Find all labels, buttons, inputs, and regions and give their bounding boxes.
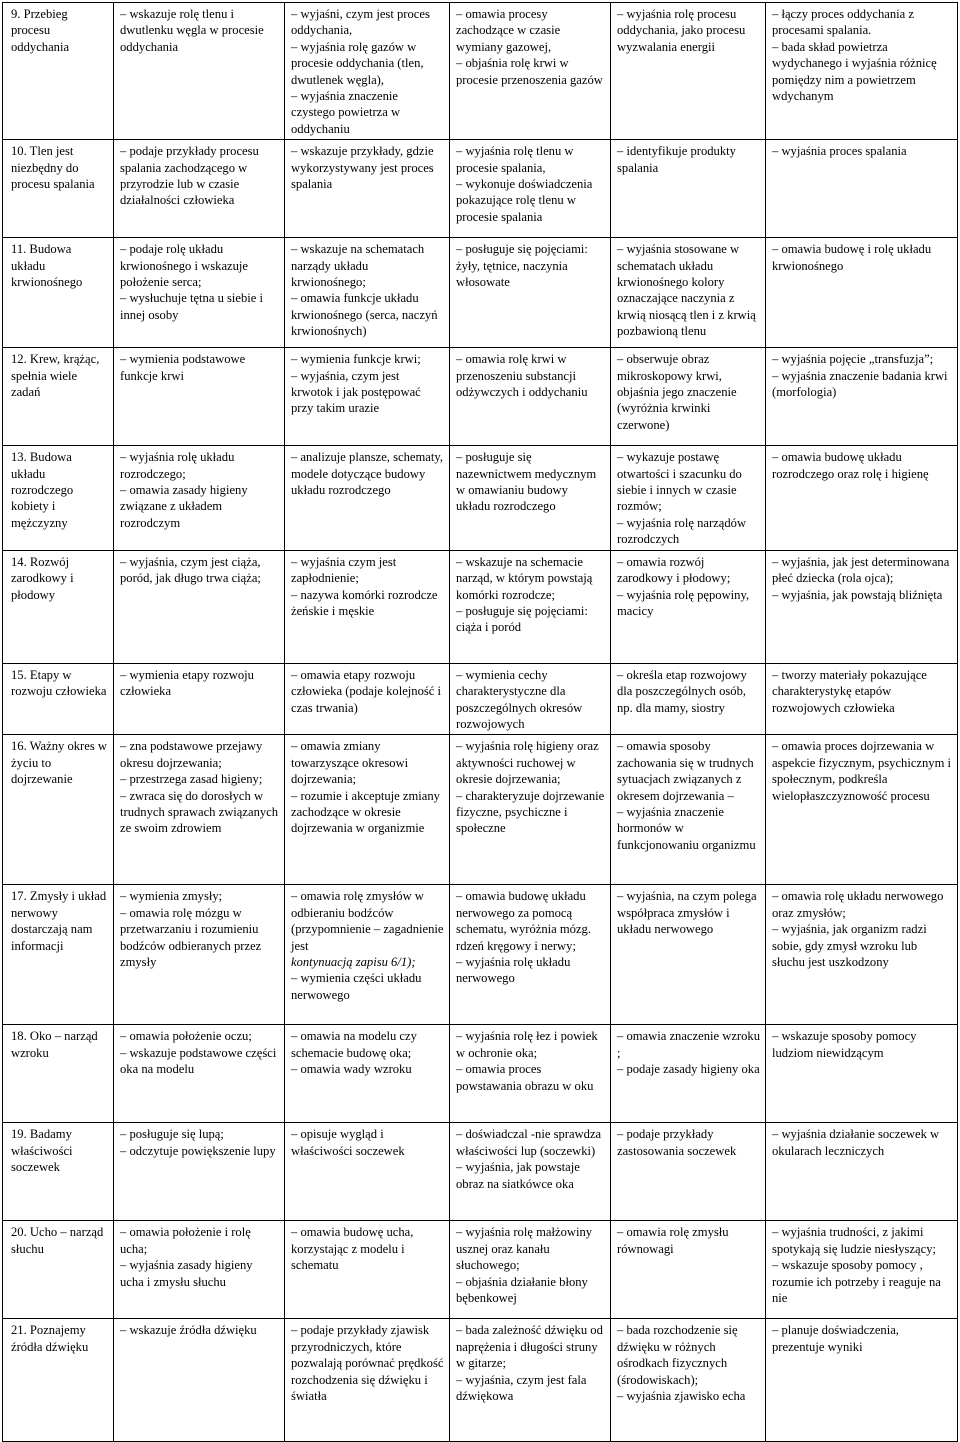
requirement-line: – wskazuje sposoby pomocy ludziom niewidzącym [772, 1029, 917, 1060]
requirement-cell-level-3 [450, 1319, 611, 1442]
requirement-cell-level-4 [611, 1025, 766, 1123]
requirement-cell-level-5 [766, 348, 958, 446]
requirement-line: – wskazuje przykłady, gdzie wykorzystywany jest proces spalania [291, 144, 434, 192]
requirement-line: – omawia zasady higieny związane z układem rozrodczym [120, 483, 248, 530]
requirement-cell-level-2 [285, 885, 450, 1025]
requirement-cell-level-1 [114, 1123, 285, 1221]
requirement-line: – omawia procesy zachodzące w czasie wymiany gazowej, [456, 7, 561, 54]
requirement-line: – objaśnia działanie błony bębenkowej [456, 1274, 588, 1305]
requirement-cell-level-2 [285, 140, 450, 238]
requirement-line: – łączy proces oddychania z procesami spalania. [772, 7, 914, 38]
requirement-line: – analizuje plansze, schematy, modele dotyczące budowy układu rozrodczego [291, 450, 443, 498]
requirement-cell-level-3 [450, 238, 611, 348]
requirement-cell-level-5 [766, 1319, 958, 1442]
requirement-cell-level-4 [611, 446, 766, 550]
table-row [3, 1221, 958, 1319]
requirement-line: – omawia etapy rozwoju człowieka (podaje kolejność i czas trwania) [291, 667, 442, 715]
requirement-cell-level-1 [114, 3, 285, 140]
requirement-cell-level-3 [450, 140, 611, 238]
requirement-line: – wyjaśnia rolę pępowiny, macicy [617, 587, 750, 618]
requirement-line: – omawia rolę zmysłu równowagi [617, 1225, 729, 1256]
requirement-cell-level-1 [114, 735, 285, 885]
requirement-line: – charakteryzuje dojrzewanie fizyczne, psychiczne i społeczne [456, 788, 605, 836]
requirement-line: – wyjaśnia znaczenie czystego powietrza w oddychaniu [291, 89, 401, 136]
table-row [3, 735, 958, 885]
requirement-line: – omawia rolę zmysłów w odbieraniu bodźców (przypomnienie – zagadnienie jest [291, 889, 444, 953]
requirement-line: – omawia funkcje układu krwionośnego (serca, naczyń krwionośnych) [291, 291, 438, 339]
table-row [3, 1025, 958, 1123]
requirement-line: – podaje przykłady zjawisk przyrodniczych, które pozwalają porównać prędkość rozchodzenia się dźwięku i światła [291, 1323, 444, 1403]
requirement-line: – wskazuje podstawowe części oka na modelu [120, 1045, 277, 1077]
requirement-line: – przestrzega zasad higieny; [120, 772, 263, 787]
requirement-line: – wyjaśnia rolę małżowiny usznej oraz kanału słuchowego; [456, 1225, 593, 1273]
requirement-line: – wymienia etapy rozwoju człowieka [120, 667, 254, 699]
requirement-line: – omawia proces dojrzewania w aspekcie fizycznym, psychicznym i społecznym, podkreśla wielopłaszczyznowość procesu [772, 739, 952, 803]
requirement-cell-level-3 [450, 663, 611, 735]
table-row [3, 348, 958, 446]
requirement-cell-level-5 [766, 140, 958, 238]
requirement-cell-level-1 [114, 1221, 285, 1319]
topic-cell: 14. Rozwój zarodkowy i płodowy [3, 550, 114, 663]
requirement-line: – omawia na modelu czy schemacie budowę oka; [291, 1029, 417, 1060]
topic-cell: 21. Poznajemy źródła dźwięku [3, 1319, 114, 1442]
requirement-cell-level-3 [450, 3, 611, 140]
requirement-line: – wyjaśnia, na czym polega współpraca zmysłów i układu nerwowego [617, 889, 757, 937]
requirement-line: – omawia proces powstawania obrazu w oku [456, 1062, 594, 1093]
table-row [3, 885, 958, 1025]
requirement-cell-level-2 [285, 735, 450, 885]
requirement-line: – wymienia części układu nerwowego [291, 971, 422, 1002]
requirement-line: – planuje doświadczenia, prezentuje wyniki [772, 1323, 899, 1354]
table-row [3, 663, 958, 735]
topic-cell: 19. Badamy właściwości soczewek [3, 1123, 114, 1221]
requirement-cell-level-3 [450, 446, 611, 550]
requirement-line: – wymienia funkcje krwi; [291, 352, 421, 367]
requirement-cell-level-2 [285, 446, 450, 550]
table-row [3, 1319, 958, 1442]
requirement-cell-level-3 [450, 1025, 611, 1123]
requirement-cell-level-4 [611, 3, 766, 140]
table-row [3, 238, 958, 348]
requirement-line: – obserwuje obraz mikroskopowy krwi, objaśnia jego znaczenie (wyróżnia krwinki czerwone) [617, 352, 737, 432]
requirement-line: – omawia zmiany towarzyszące okresowi dojrzewania; [291, 739, 409, 787]
requirement-cell-level-4 [611, 885, 766, 1025]
requirement-cell-level-1 [114, 238, 285, 348]
requirement-line: – wykonuje doświadczenia pokazujące rolę tlenu w procesie spalania [456, 177, 593, 224]
requirement-line: – rozumie i akceptuje zmiany zachodzące w okresie dojrzewania w organizmie [291, 788, 440, 836]
topic-cell: 11. Budowa układu krwionośnego [3, 238, 114, 348]
table-row [3, 140, 958, 238]
requirement-line: – omawia rolę krwi w przenoszeniu substancji odżywczych i oddychaniu [456, 352, 588, 400]
table-row [3, 550, 958, 663]
requirement-cell-level-2 [285, 238, 450, 348]
table-row [3, 3, 958, 140]
requirement-line: – omawia budowę układu nerwowego za pomocą schematu, wyróżnia mózg. rdzeń kręgowy i nerwy; [456, 889, 591, 953]
requirement-line: – wyjaśnia proces spalania [772, 144, 907, 159]
requirement-cell-level-4 [611, 348, 766, 446]
requirement-cell-level-5 [766, 238, 958, 348]
requirement-cell-level-3 [450, 885, 611, 1025]
requirement-line: – wykazuje postawę otwartości i szacunku do siebie i innych w czasie rozmów; [617, 450, 742, 514]
requirement-cell-level-4 [611, 1319, 766, 1442]
requirement-cell-level-3 [450, 348, 611, 446]
requirement-cell-level-4 [611, 1123, 766, 1221]
topic-cell: 13. Budowa układu rozrodczego kobiety i mężczyzny [3, 446, 114, 550]
requirement-line: – omawia położenie oczu; [120, 1029, 252, 1044]
requirement-line: – podaje przykłady zastosowania soczewek [617, 1127, 737, 1158]
requirement-line: – wyjaśnia rolę tlenu w procesie spalania, [456, 144, 574, 175]
requirement-line: – wyjaśnia, jak organizm radzi sobie, gdy zmysł wzroku lub słuchu jest uszkodzony [772, 922, 927, 969]
requirement-cell-level-1 [114, 663, 285, 735]
requirement-line: – omawia budowę układu rozrodczego oraz rolę i higienę [772, 450, 929, 481]
requirement-cell-level-3 [450, 550, 611, 663]
requirement-cell-level-4 [611, 735, 766, 885]
requirement-cell-level-1 [114, 446, 285, 550]
requirement-line: – zwraca się do dorosłych w trudnych sprawach związanych ze swoim zdrowiem [120, 788, 279, 836]
requirement-line: – wyjaśnia czym jest zapłodnienie; [291, 554, 397, 586]
requirement-line: – wyjaśnia zjawisko echa [617, 1388, 746, 1403]
requirement-line: – bada skład powietrza wydychanego i wyjaśnia różnicę pomiędzy nim a powietrzem wdychanym [772, 39, 937, 104]
requirement-cell-level-4 [611, 140, 766, 238]
requirement-line: – wymienia zmysły; [120, 889, 223, 904]
requirement-line: – wyjaśnia, jak jest determinowana płeć dziecka (rola ojca); [772, 554, 950, 586]
requirement-cell-level-1 [114, 1025, 285, 1123]
requirement-cell-level-5 [766, 735, 958, 885]
requirement-line: – wyjaśnia znaczenie badania krwi (morfologia) [772, 368, 948, 400]
requirement-line: – wyjaśnia rolę układu nerwowego [456, 954, 571, 986]
requirement-cell-level-3 [450, 1123, 611, 1221]
requirement-line: – omawia sposoby zachowania się w trudnych sytuacjach związanych z okresem dojrzewania – [617, 739, 754, 803]
requirement-line: – zna podstawowe przejawy okresu dojrzewania; [120, 739, 263, 770]
requirement-line: – wyjaśnia stosowane w schematach układu krwionośnego kolory oznaczające naczynia z krwią niosącą tlen i z krwią pozbawioną tlenu [617, 242, 756, 339]
requirement-line: – posługuje się pojęciami: żyły, tętnice, naczynia włosowate [456, 242, 588, 290]
requirement-cell-level-2 [285, 1221, 450, 1319]
requirement-line: – podaje zasady higieny oka [617, 1062, 760, 1077]
requirement-line: – wyjaśnia rolę układu rozrodczego; [120, 450, 235, 481]
requirement-cell-level-4 [611, 550, 766, 663]
requirement-line: – opisuje wygląd i właściwości soczewek [291, 1127, 405, 1158]
requirement-line: – wyjaśnia, czym jest fala dźwiękowa [456, 1372, 587, 1403]
requirement-cell-level-4 [611, 1221, 766, 1319]
requirement-line: – wskazuje na schematach narządy układu krwionośnego; [291, 242, 425, 290]
topic-cell: 18. Oko – narząd wzroku [3, 1025, 114, 1123]
requirement-cell-level-2 [285, 663, 450, 735]
requirement-cell-level-5 [766, 3, 958, 140]
requirement-line: – omawia położenie i rolę ucha; [120, 1225, 251, 1256]
requirement-cell-level-1 [114, 140, 285, 238]
requirement-line: – bada zależność dźwięku od naprężenia i długości struny w gitarze; [456, 1323, 603, 1371]
requirement-line: – wyjaśnia rolę higieny oraz aktywności ruchowej w okresie dojrzewania; [456, 739, 599, 787]
requirement-line: – objaśnia rolę krwi w procesie przenoszenia gazów [456, 56, 603, 87]
requirement-cell-level-2 [285, 3, 450, 140]
requirement-cell-level-2 [285, 1025, 450, 1123]
requirement-cell-level-3 [450, 1221, 611, 1319]
requirement-line: – doświadczal -nie sprawdza właściwości lup (soczewki) [456, 1127, 602, 1158]
topic-cell: 12. Krew, krążąc, spełnia wiele zadań [3, 348, 114, 446]
topic-cell: 17. Zmysły i układ nerwowy dostarczają nam informacji [3, 885, 114, 1025]
requirement-cell-level-2 [285, 1319, 450, 1442]
requirement-line: kontynuacją zapisu 6/1); [291, 954, 416, 969]
requirement-line: – omawia budowę ucha, korzystając z modelu i schematu [291, 1225, 414, 1273]
requirement-line: – wyjaśnia pojęcie „transfuzja”; [772, 352, 934, 367]
requirement-line: – podaje przykłady procesu spalania zachodzącego w przyrodzie lub w czasie działalności człowieka [120, 144, 259, 208]
requirement-cell-level-5 [766, 663, 958, 735]
requirement-cell-level-5 [766, 446, 958, 550]
requirement-cell-level-4 [611, 238, 766, 348]
requirement-line: – omawia wady wzroku [291, 1062, 412, 1077]
topic-cell: 10. Tlen jest niezbędny do procesu spalania [3, 140, 114, 238]
requirement-line: – wskazuje sposoby pomocy , rozumie ich potrzeby i reaguje na nie [772, 1258, 941, 1305]
requirement-cell-level-5 [766, 1123, 958, 1221]
requirement-line: – wyjaśni, czym jest proces oddychania, [291, 7, 430, 38]
topic-cell: 9. Przebieg procesu oddychania [3, 3, 114, 140]
requirement-line: – wymienia podstawowe funkcje krwi [120, 352, 246, 383]
requirement-cell-level-1 [114, 885, 285, 1025]
requirement-line: – wyjaśnia trudności, z jakimi spotykają się ludzie niesłyszący; [772, 1225, 937, 1256]
topic-cell: 16. Ważny okres w życiu to dojrzewanie [3, 735, 114, 885]
requirement-line: – omawia znaczenie wzroku ; [617, 1029, 761, 1060]
requirement-cell-level-5 [766, 1221, 958, 1319]
requirement-line: – podaje rolę układu krwionośnego i wskazuje położenie serca; [120, 242, 249, 290]
requirement-line: – wyjaśnia rolę gazów w procesie oddychania (tlen, dwutlenek węgla), [291, 39, 424, 87]
table-row [3, 1123, 958, 1221]
requirement-line: – omawia rolę mózgu w przetwarzaniu i rozumieniu bodźców odbieranych przez zmysły [120, 905, 262, 969]
requirement-line: – omawia budowę i rolę układu krwionośnego [772, 242, 932, 273]
requirement-line: – bada rozchodzenie się dźwięku w różnych ośrodkach fizycznych (środowiskach); [617, 1323, 738, 1387]
requirement-cell-level-5 [766, 1025, 958, 1123]
requirement-cell-level-1 [114, 550, 285, 663]
requirement-line: – wymienia cechy charakterystyczne dla poszczególnych okresów rozwojowych [456, 667, 583, 731]
requirement-line: – posługuje się pojęciami: ciąża i poród [456, 603, 588, 635]
requirement-line: – posługuje się lupą; [120, 1127, 224, 1142]
requirement-line: – wskazuje źródła dźwięku [120, 1323, 257, 1338]
requirement-line: – określa etap rozwojowy dla poszczególnych osób, np. dla mamy, siostry [617, 667, 747, 715]
requirement-line: – nazywa komórki rozrodcze żeńskie i męskie [291, 587, 438, 618]
requirement-line: – omawia rozwój zarodkowy i płodowy; [617, 554, 731, 586]
requirement-line: – wskazuje rolę tlenu i dwutlenku węgla w procesie oddychania [120, 7, 264, 54]
requirement-line: – odczytuje powiększenie lupy [120, 1143, 276, 1158]
requirement-line: – wskazuje na schemacie narząd, w którym powstają komórki rozrodcze; [456, 554, 593, 602]
requirement-cell-level-2 [285, 550, 450, 663]
requirement-line: – identyfikuje produkty spalania [617, 144, 736, 175]
requirement-cell-level-2 [285, 348, 450, 446]
requirement-line: – wyjaśnia rolę łez i powiek w ochronie oka; [456, 1029, 598, 1060]
requirement-cell-level-4 [611, 663, 766, 735]
requirement-line: – wyjaśnia, czym jest ciąża, poród, jak długo trwa ciąża; [120, 554, 261, 586]
topic-cell: 20. Ucho – narząd słuchu [3, 1221, 114, 1319]
requirement-cell-level-1 [114, 1319, 285, 1442]
topic-cell: 15. Etapy w rozwoju człowieka [3, 663, 114, 735]
requirement-line: – wyjaśnia zasady higieny ucha i zmysłu słuchu [120, 1258, 253, 1289]
requirement-cell-level-1 [114, 348, 285, 446]
requirement-line: – posługuje się nazewnictwem medycznym w omawianiu budowy układu rozrodczego [456, 450, 597, 514]
requirement-line: – wyjaśnia, jak powstaje obraz na siatkówce oka [456, 1160, 580, 1191]
requirement-line: – wyjaśnia znaczenie hormonów w funkcjonowaniu organizmu [617, 804, 756, 852]
requirement-cell-level-5 [766, 550, 958, 663]
requirement-line: – wyjaśnia, jak powstają bliźnięta [772, 587, 943, 602]
requirement-line: – wyjaśnia rolę procesu oddychania, jako procesu wyzwalania energii [617, 7, 746, 54]
requirement-line: – wyjaśnia, czym jest krwotok i jak postępować przy takim urazie [291, 368, 421, 416]
curriculum-table-body [3, 3, 958, 1442]
table-row [3, 446, 958, 550]
requirement-cell-level-5 [766, 885, 958, 1025]
requirement-line: – wyjaśnia rolę narządów rozrodczych [617, 515, 747, 547]
curriculum-table [2, 2, 958, 1442]
requirement-line: – omawia rolę układu nerwowego oraz zmysłów; [772, 889, 944, 920]
requirement-cell-level-3 [450, 735, 611, 885]
requirement-line: – wysłuchuje tętna u siebie i innej osoby [120, 291, 264, 322]
requirement-line: – wyjaśnia działanie soczewek w okularach leczniczych [772, 1127, 940, 1158]
requirement-line: – tworzy materiały pokazujące charakterystykę etapów rozwojowych człowieka [772, 667, 927, 715]
requirement-cell-level-2 [285, 1123, 450, 1221]
